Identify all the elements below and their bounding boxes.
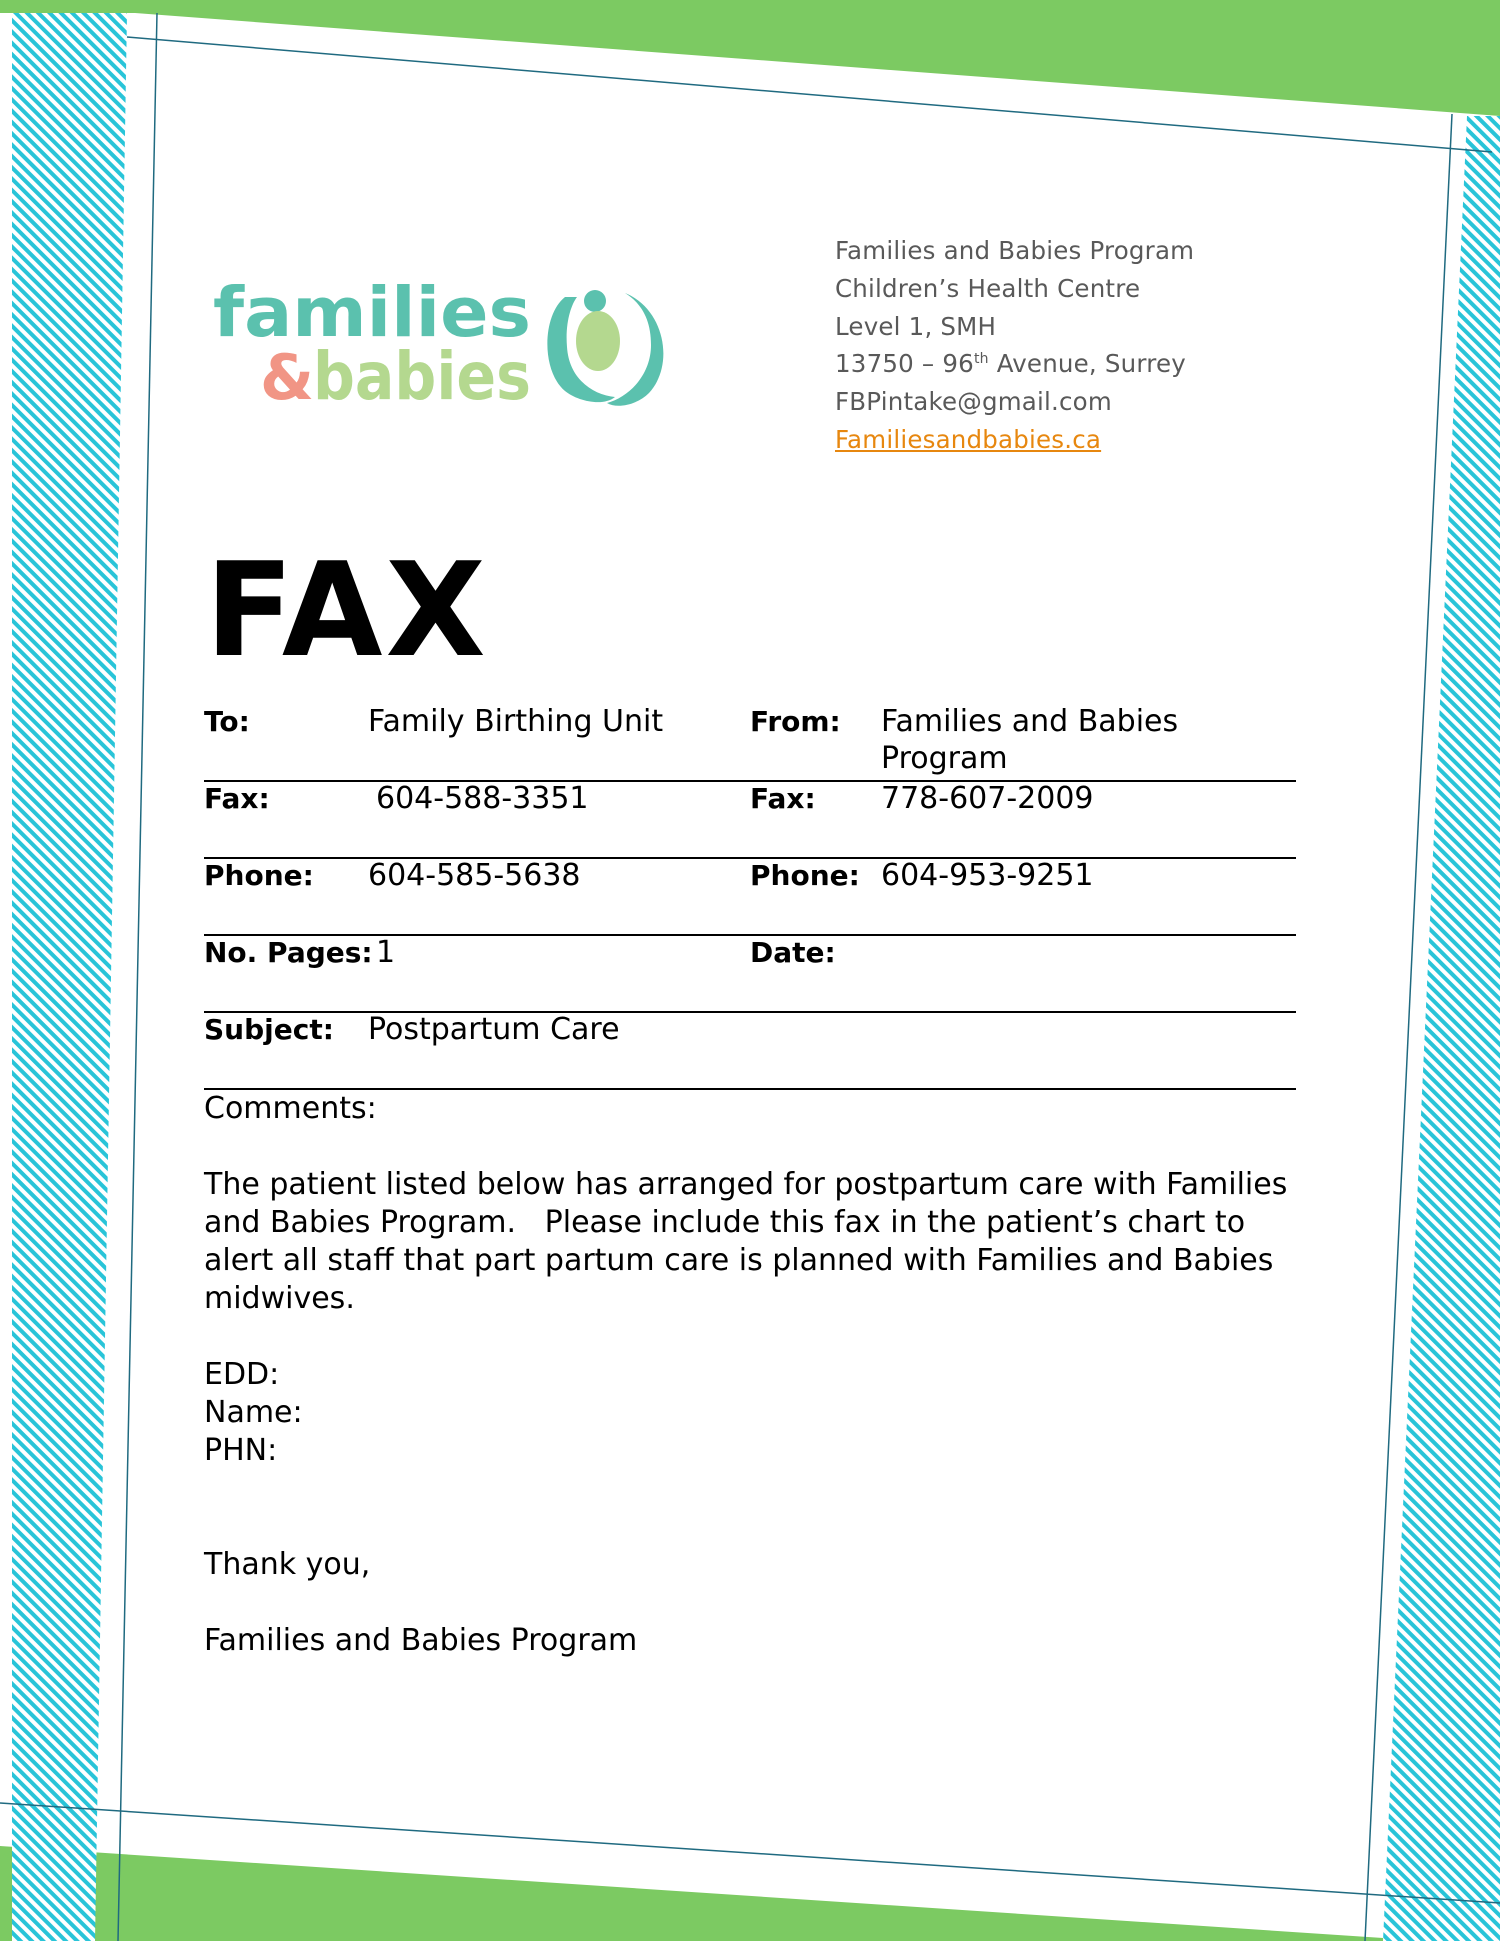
to-label: To: <box>204 705 250 738</box>
bottom-green-band <box>0 1846 1500 1941</box>
website-link[interactable]: Familiesandbabies.ca <box>835 424 1102 454</box>
phn-label: PHN: <box>204 1433 278 1468</box>
comments-line-2: and Babies Program. Please include this fax in the patient’s chart to <box>204 1205 1246 1240</box>
fax-title: FAX <box>205 534 489 686</box>
sender-address-block <box>835 232 1194 459</box>
comments-label: Comments: <box>204 1091 377 1126</box>
to-from-row <box>204 703 1296 782</box>
to-value: Family Birthing Unit <box>368 704 664 739</box>
phone-row <box>204 857 1296 936</box>
comments-paragraph <box>204 1166 1304 1318</box>
from-phone-value: 604-953-9251 <box>881 858 1094 893</box>
name-label: Name: <box>204 1395 303 1430</box>
comments-line-4: midwives. <box>204 1281 355 1316</box>
fax-row <box>204 780 1296 859</box>
address-centre: Children’s Health Centre <box>835 273 1141 303</box>
address-street-name: Avenue, Surrey <box>988 349 1186 379</box>
right-striped-strip <box>1383 116 1500 1941</box>
closing-signature: Families and Babies Program <box>204 1623 638 1658</box>
from-value-line2: Program <box>881 741 1008 776</box>
to-phone-value: 604-585-5638 <box>368 858 581 893</box>
to-fax-label: Fax: <box>204 782 270 815</box>
mother-baby-icon <box>547 290 663 406</box>
date-label: Date: <box>750 936 836 969</box>
logo-ampersand: & <box>260 341 315 414</box>
pages-label: No. Pages: <box>204 936 373 969</box>
address-org-name: Families and Babies Program <box>835 236 1195 265</box>
to-fax-value: 604-588-3351 <box>376 781 589 816</box>
from-fax-value: 778-607-2009 <box>881 781 1094 816</box>
pages-value: 1 <box>376 935 396 970</box>
left-striped-strip <box>12 13 127 1941</box>
from-value-line1: Families and Babies <box>881 704 1179 739</box>
address-street <box>835 345 1194 383</box>
patient-fields <box>204 1356 303 1470</box>
closing-thanks: Thank you, <box>204 1547 371 1582</box>
logo-word-babies: babies <box>313 338 531 415</box>
to-phone-label: Phone: <box>204 859 314 892</box>
logo-word-families: families <box>213 273 531 353</box>
pages-date-row <box>204 934 1296 1013</box>
subject-label: Subject: <box>204 1013 334 1046</box>
families-and-babies-logo <box>205 275 685 415</box>
comments-line-1: The patient listed below has arranged for postpartum care with Families <box>204 1167 1288 1202</box>
from-phone-label: Phone: <box>750 859 860 892</box>
subject-value: Postpartum Care <box>368 1012 620 1047</box>
from-fax-label: Fax: <box>750 782 816 815</box>
address-level: Level 1, SMH <box>835 311 997 341</box>
top-green-band <box>0 0 1500 116</box>
address-street-ordinal: th <box>973 351 989 368</box>
subject-row <box>204 1011 1296 1090</box>
address-email: FBPintake@gmail.com <box>835 387 1112 417</box>
from-label: From: <box>750 705 841 738</box>
address-street-number: 13750 – 96 <box>835 349 974 379</box>
edd-label: EDD: <box>204 1357 280 1392</box>
comments-line-3: alert all staff that part partum care is planned with Families and Babies <box>204 1243 1274 1278</box>
